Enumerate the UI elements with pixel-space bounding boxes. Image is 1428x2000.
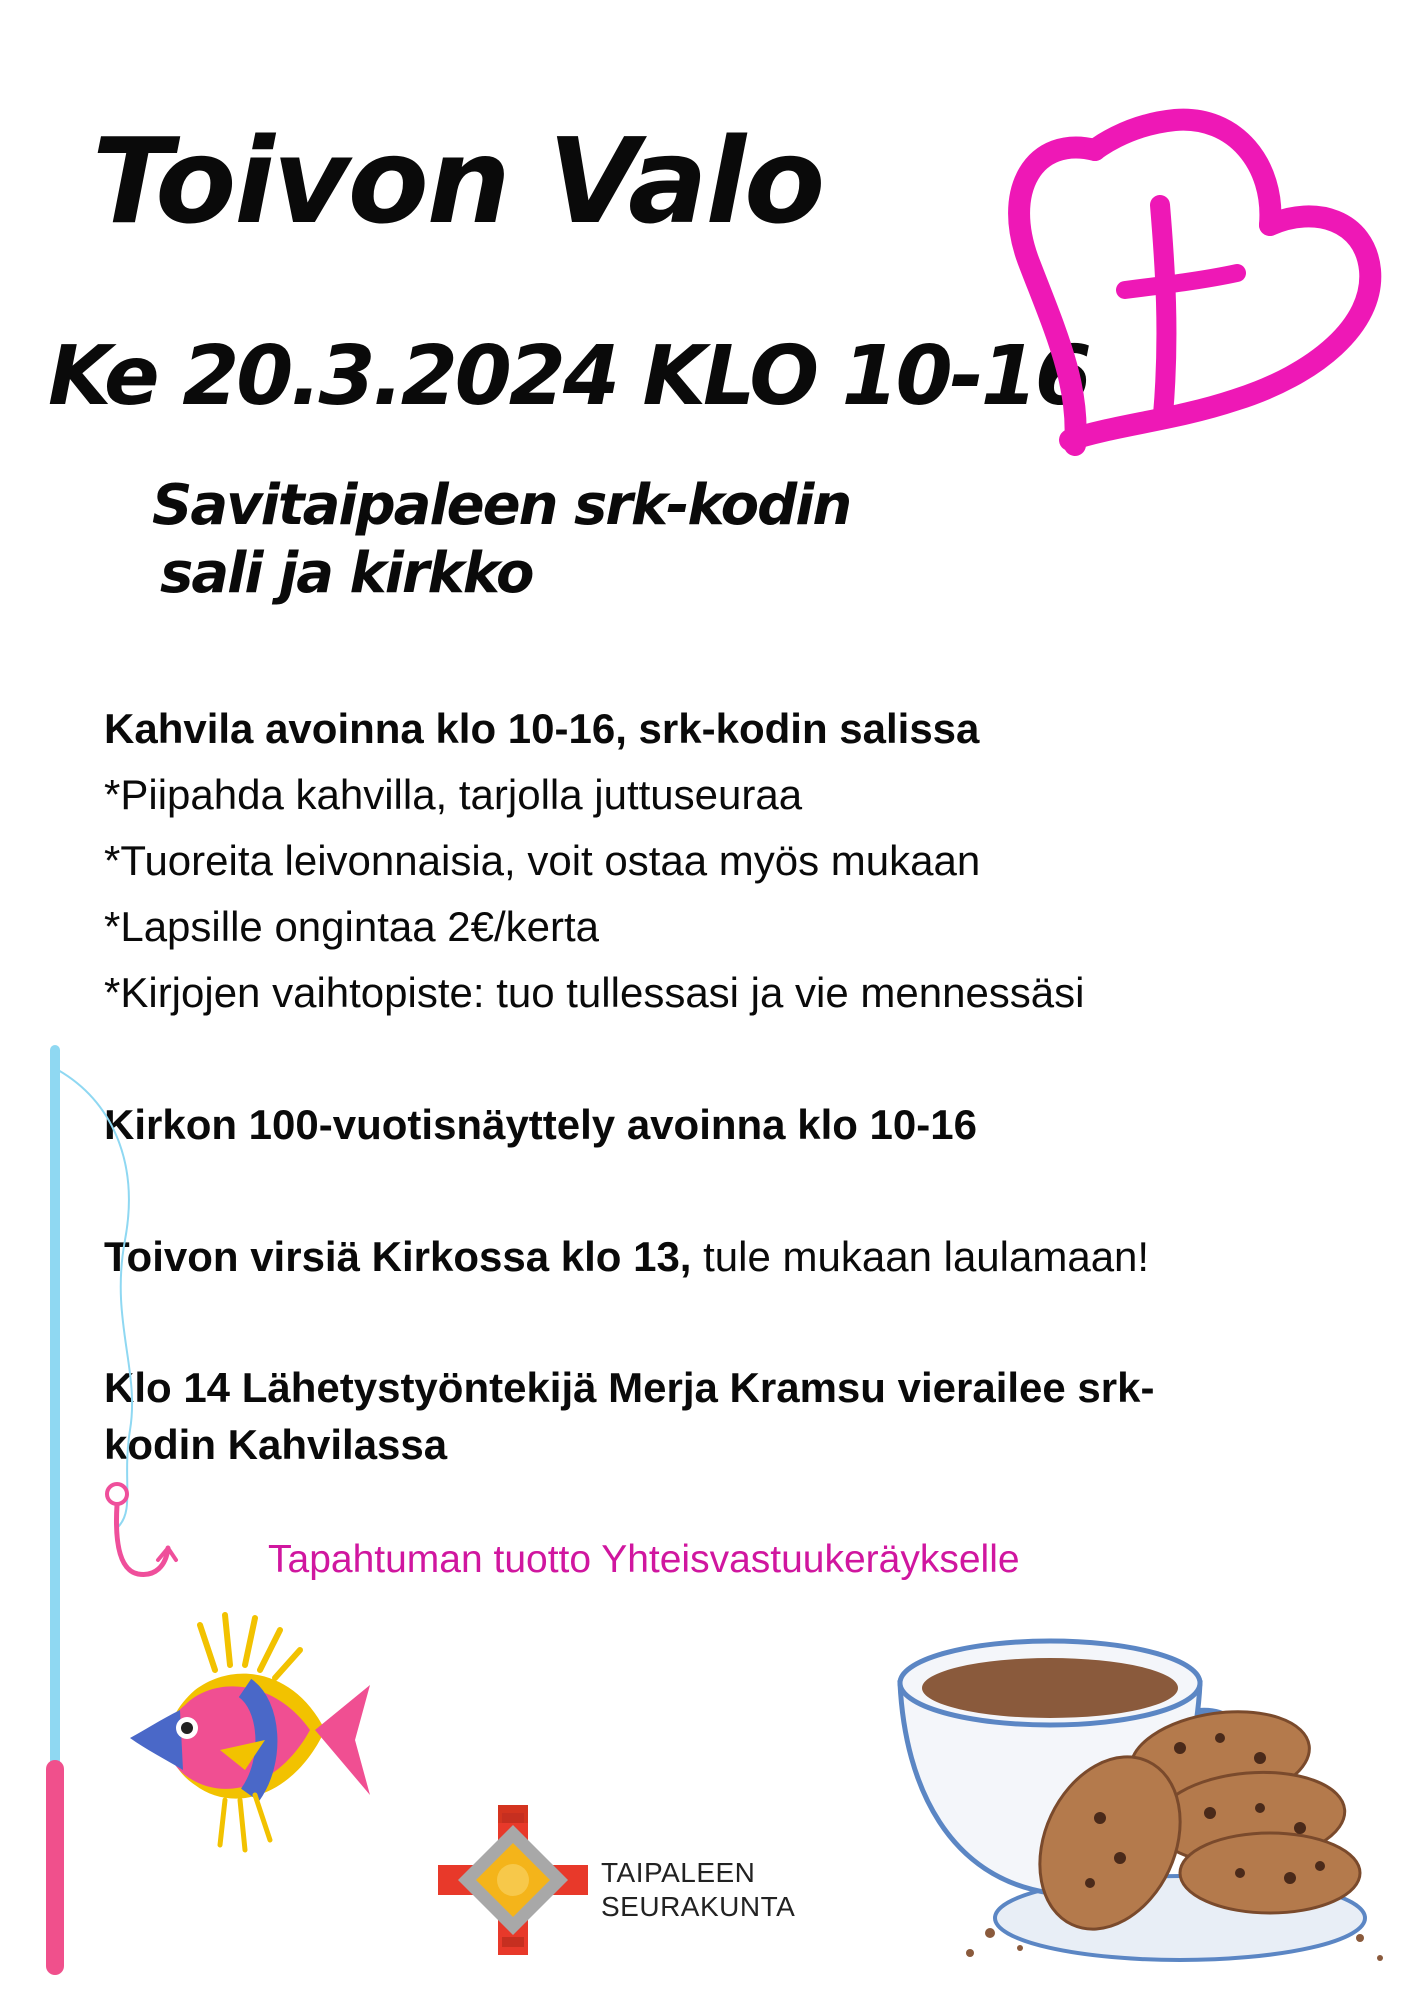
visit-line-1: Klo 14 Lähetystyöntekijä Merja Kramsu vierailee srk- (104, 1364, 1155, 1411)
venue-line-1: Savitaipaleen srk-kodin (152, 473, 851, 538)
parish-name-line-2: SEURAKUNTA (601, 1891, 796, 1922)
event-date-time: Ke 20.3.2024 KLO 10-16 (48, 329, 1089, 424)
hymns-normal: tule mukaan laulamaan! (691, 1233, 1150, 1280)
visit-line-2: kodin Kahvilassa (104, 1421, 448, 1468)
hymns-bold: Toivon virsiä Kirkossa klo 13, (104, 1233, 692, 1280)
heart-cross-icon (975, 95, 1395, 465)
parish-cross-logo-icon (438, 1805, 588, 1955)
parish-name-line-1: TAIPALEEN (601, 1857, 756, 1888)
parish-name (601, 1856, 795, 1924)
hymns-text (104, 1224, 1149, 1290)
cafe-item: *Kirjojen vaihtopiste: tuo tullessasi ja vie mennessäsi (104, 969, 1085, 1016)
cafe-item: *Tuoreita leivonnaisia, voit ostaa myös mukaan (104, 837, 981, 884)
cafe-heading: Kahvila avoinna klo 10-16, srk-kodin salissa (104, 705, 980, 752)
event-title: Toivon Valo (92, 112, 824, 250)
venue-line-2: sali ja kirkko (160, 541, 533, 606)
proceeds-text: Tapahtuman tuotto Yhteisvastuukeräykselle (268, 1538, 1020, 1581)
coffee-cookies-icon (880, 1628, 1400, 1978)
exhibition-text: Kirkon 100-vuotisnäyttely avoinna klo 10-16 (104, 1101, 977, 1148)
hook-icon (100, 1478, 190, 1588)
cafe-item: *Lapsille ongintaa 2€/kerta (104, 903, 600, 950)
fish-icon (125, 1610, 375, 1870)
cafe-item: *Piipahda kahvilla, tarjolla juttuseuraa (104, 771, 803, 818)
